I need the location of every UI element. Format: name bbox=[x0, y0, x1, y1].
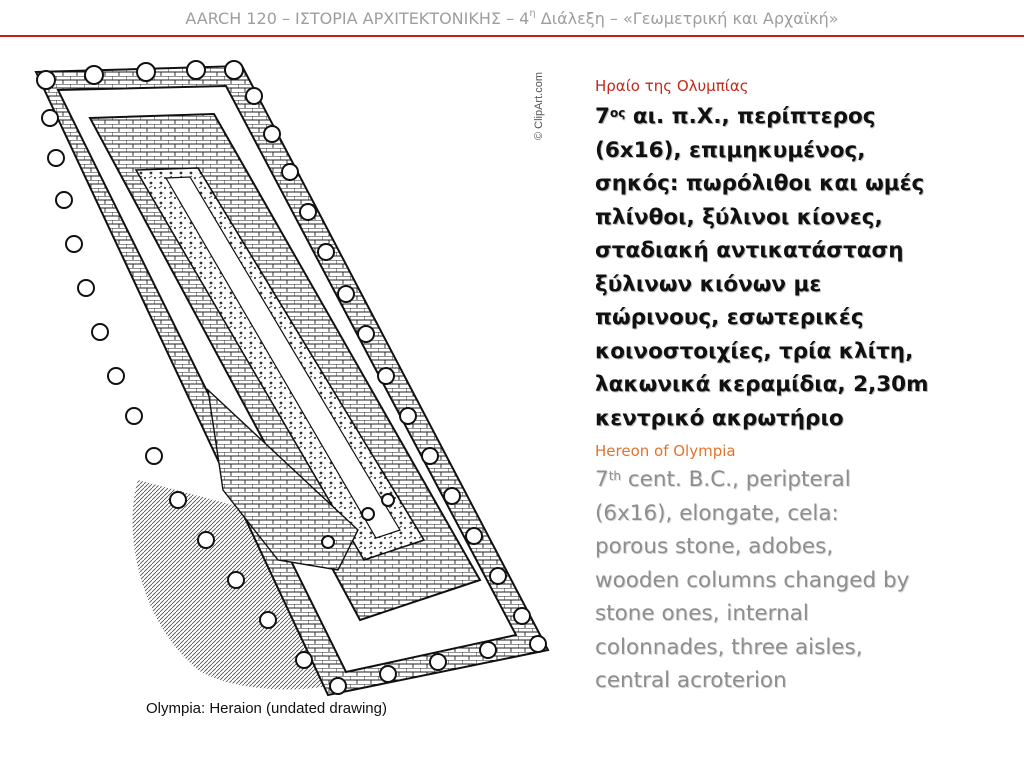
greek-line: σταδιακή αντικατάσταση bbox=[595, 238, 904, 263]
course-title-text: AARCH 120 – ΙΣΤΟΡΙΑ ΑΡΧΙΤΕΚΤΟΝΙΚΗΣ – 4 bbox=[185, 9, 530, 28]
greek-line: πλίνθοι, ξύλινοι κίονες, bbox=[595, 204, 883, 230]
course-title-superscript: η bbox=[529, 8, 536, 19]
clipart-watermark bbox=[528, 62, 550, 158]
english-heading: Hereon of Olympia bbox=[595, 442, 736, 460]
greek-line: λακωνικά κεραμίδια, 2,30m bbox=[595, 372, 929, 397]
greek-line: αι. π.Χ., περίπτερος bbox=[625, 104, 876, 129]
english-line: porous stone, adobes, bbox=[595, 534, 834, 559]
greek-century-number: 7 bbox=[595, 104, 610, 129]
greek-line: (6x16), επιμηκυμένος, bbox=[595, 137, 866, 163]
description-panel bbox=[595, 76, 1005, 698]
english-century-number: 7 bbox=[595, 467, 609, 492]
slide-header bbox=[0, 0, 1024, 36]
english-description bbox=[595, 463, 1005, 698]
greek-line: πώρινους, εσωτερικές bbox=[595, 305, 864, 330]
greek-description bbox=[595, 100, 1005, 435]
heraion-plan-illustration bbox=[28, 60, 550, 720]
english-line: central acroterion bbox=[595, 668, 787, 693]
greek-line: ξύλινων κιόνων με bbox=[595, 271, 822, 297]
greek-century-suffix: ος bbox=[609, 106, 626, 120]
greek-heading: Ηραίο της Ολυμπίας bbox=[595, 77, 749, 95]
english-line: cent. B.C., peripteral bbox=[621, 467, 851, 492]
english-line: colonnades, three aisles, bbox=[595, 634, 863, 660]
english-line: wooden columns changed by bbox=[595, 567, 910, 593]
header-divider bbox=[0, 35, 1024, 37]
greek-line: σηκός: πωρόλιθοι και ωμές bbox=[595, 171, 925, 196]
watermark-text: © ClipArt.com bbox=[533, 72, 545, 141]
greek-line: κεντρικό ακρωτήριο bbox=[595, 405, 844, 431]
course-title-text-end: Διάλεξη – «Γεωμετρική και Αρχαϊκή» bbox=[535, 9, 839, 28]
english-century-suffix: th bbox=[608, 469, 621, 483]
heraion-drawing bbox=[28, 60, 550, 720]
english-line: stone ones, internal bbox=[595, 601, 809, 626]
figure-caption: Olympia: Heraion (undated drawing) bbox=[146, 700, 387, 717]
english-line: (6x16), elongate, cela: bbox=[595, 500, 839, 526]
course-title bbox=[0, 9, 1024, 28]
greek-line: κοινοστοιχίες, τρία κλίτη, bbox=[595, 338, 914, 364]
